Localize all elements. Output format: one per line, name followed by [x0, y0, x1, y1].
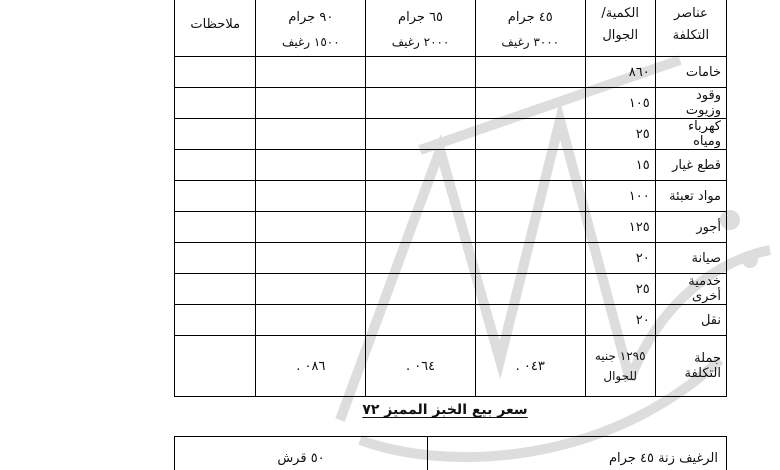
- row-col-45: [475, 150, 585, 181]
- row-col-45: [475, 243, 585, 274]
- row-col-90: [256, 150, 366, 181]
- total-row: [175, 336, 727, 397]
- row-notes: [175, 212, 256, 243]
- row-qty: ٢٠: [585, 243, 655, 274]
- total-qty-unit: للجوال: [603, 369, 637, 383]
- row-col-90: [256, 274, 366, 305]
- total-qty: [585, 336, 655, 397]
- row-col-65: [366, 274, 476, 305]
- row-col-90: [256, 243, 366, 274]
- table-row: [175, 212, 727, 243]
- row-item: خدمية أخرى: [655, 274, 726, 305]
- header-col-45-weight: ٤٥ جرام: [507, 10, 553, 25]
- row-notes: [175, 181, 256, 212]
- section-subtitle: [340, 402, 550, 418]
- row-notes: [175, 57, 256, 88]
- row-col-65: [366, 305, 476, 336]
- subtitle-text: سعر بيع الخبز المميز ٧٢: [362, 402, 528, 418]
- row-qty: ٢٥: [585, 119, 655, 150]
- row-item: وقود وزيوت: [655, 88, 726, 119]
- row-item: مواد تعبئة: [655, 181, 726, 212]
- row-notes: [175, 274, 256, 305]
- header-col-65-loaves: ٢٠٠٠ رغيف: [391, 35, 450, 49]
- table-row: [175, 181, 727, 212]
- row-col-90: [256, 305, 366, 336]
- header-col-65-weight: ٦٥ جرام: [398, 10, 444, 25]
- row-col-45: [475, 57, 585, 88]
- row-col-45: [475, 181, 585, 212]
- row-notes: [175, 119, 256, 150]
- header-col-90: [256, 0, 366, 57]
- row-col-65: [366, 119, 476, 150]
- row-col-65: [366, 212, 476, 243]
- row-col-90: [256, 181, 366, 212]
- table-row: [175, 119, 727, 150]
- row-col-65: [366, 181, 476, 212]
- row-item: خامات: [655, 57, 726, 88]
- row-col-45: [475, 212, 585, 243]
- row-col-45: [475, 305, 585, 336]
- price-table: [174, 436, 727, 470]
- price-label: الرغيف زنة ٤٥ جرام: [428, 437, 727, 470]
- row-qty: ١٠٥: [585, 88, 655, 119]
- header-item: عناصر التكلفة: [655, 0, 726, 57]
- header-col-65: [366, 0, 476, 57]
- row-item: أجور: [655, 212, 726, 243]
- table-row: [175, 57, 727, 88]
- header-col-45-loaves: ٣٠٠٠ رغيف: [501, 35, 560, 49]
- row-notes: [175, 150, 256, 181]
- header-notes: ملاحظات: [175, 0, 256, 57]
- header-col-90-weight: ٩٠ جرام: [288, 10, 334, 25]
- row-item: قطع غيار: [655, 150, 726, 181]
- row-col-65: [366, 88, 476, 119]
- table-row: [175, 274, 727, 305]
- row-col-65: [366, 243, 476, 274]
- total-label: جملة التكلفة: [655, 336, 726, 397]
- table-row: [175, 150, 727, 181]
- row-item: نقل: [655, 305, 726, 336]
- row-item: كهرباء ومياه: [655, 119, 726, 150]
- total-qty-amount: ١٢٩٥ جنيه: [594, 349, 646, 363]
- row-item: صيانة: [655, 243, 726, 274]
- row-qty: ١٠٠: [585, 181, 655, 212]
- total-col-90: ٠٨٦ .: [256, 336, 366, 397]
- row-col-90: [256, 119, 366, 150]
- price-row: [175, 437, 727, 470]
- row-col-45: [475, 88, 585, 119]
- cost-table-header: [175, 0, 727, 57]
- row-notes: [175, 305, 256, 336]
- row-qty: ٨٦٠: [585, 57, 655, 88]
- row-qty: ١٥: [585, 150, 655, 181]
- table-row: [175, 305, 727, 336]
- header-quantity: الكمية/ الجوال: [585, 0, 655, 57]
- row-qty: ٢٥: [585, 274, 655, 305]
- row-col-90: [256, 212, 366, 243]
- row-col-90: [256, 88, 366, 119]
- cost-table: [174, 0, 727, 397]
- row-col-45: [475, 274, 585, 305]
- header-col-45: [475, 0, 585, 57]
- total-col-45: ٠٤٣ .: [475, 336, 585, 397]
- row-qty: ٢٠: [585, 305, 655, 336]
- row-col-65: [366, 57, 476, 88]
- price-value: ٥٠ قرش: [175, 437, 428, 470]
- row-notes: [175, 88, 256, 119]
- row-notes: [175, 243, 256, 274]
- table-row: [175, 243, 727, 274]
- row-col-45: [475, 119, 585, 150]
- row-col-90: [256, 57, 366, 88]
- row-qty: ١٢٥: [585, 212, 655, 243]
- table-row: [175, 88, 727, 119]
- total-col-65: ٠٦٤ .: [366, 336, 476, 397]
- row-col-65: [366, 150, 476, 181]
- total-notes: [175, 336, 256, 397]
- header-col-90-loaves: ١٥٠٠ رغيف: [281, 35, 340, 49]
